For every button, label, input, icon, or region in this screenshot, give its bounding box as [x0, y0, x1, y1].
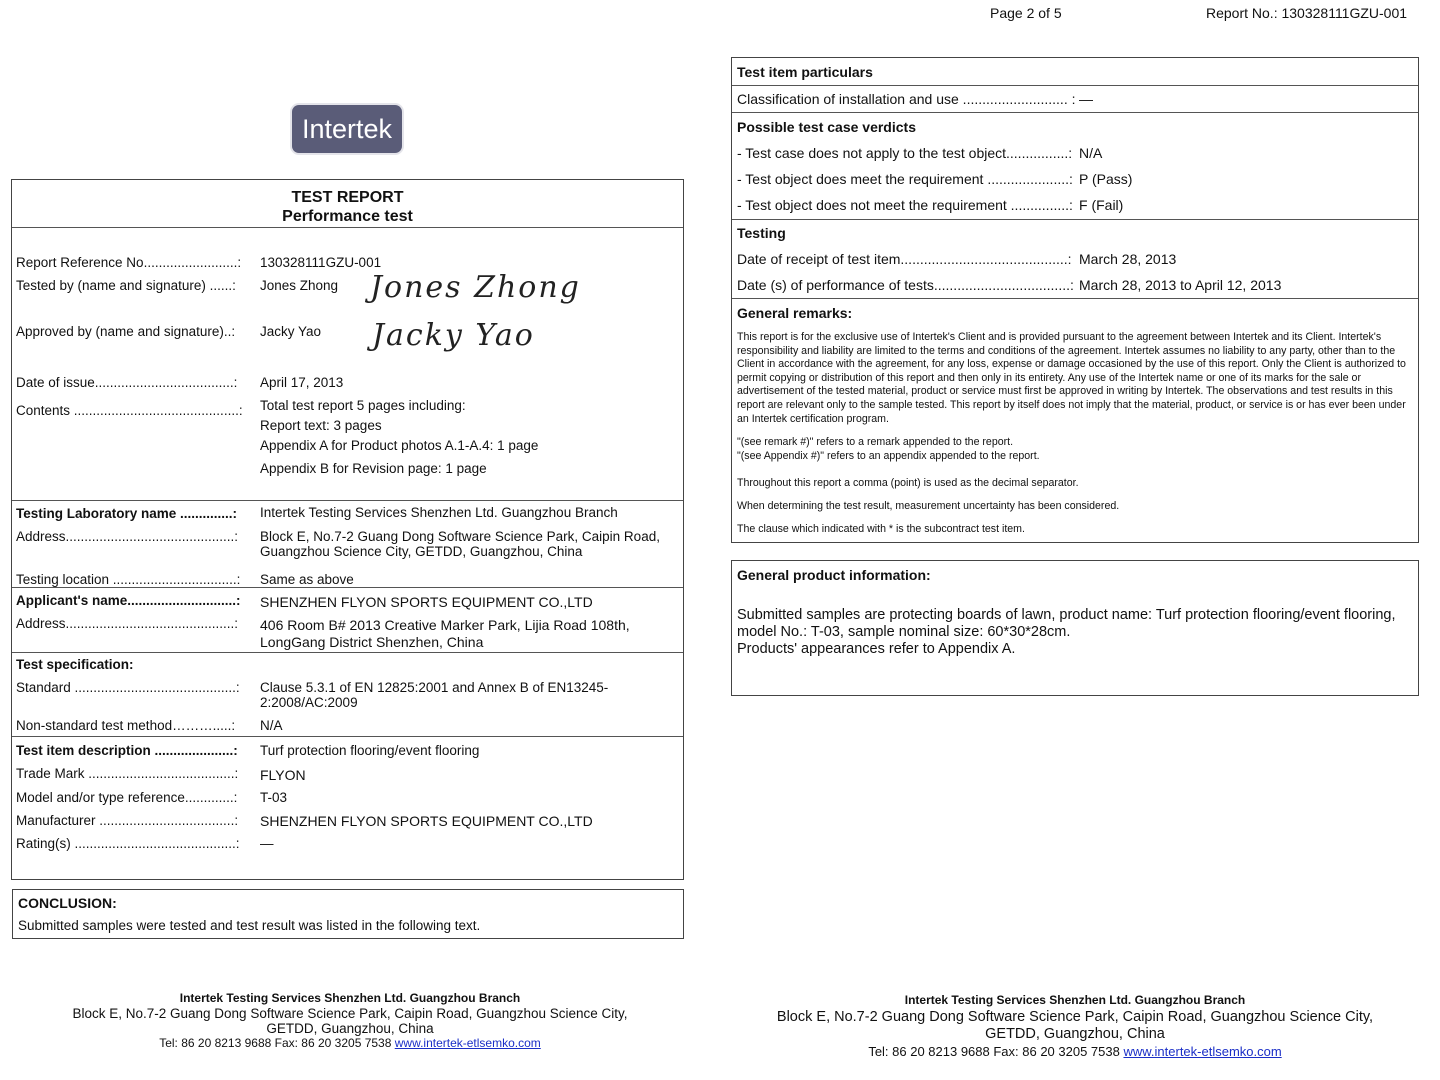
trade-mark-label: Trade Mark .......................................: [16, 766, 239, 781]
testing-location-label: Testing location .................................: [16, 572, 241, 587]
left-footer [40, 991, 660, 1051]
non-standard-value: N/A [260, 718, 283, 733]
footer-address: Block E, No.7-2 Guang Dong Software Science Park, Caipin Road, Guangzhou Science City, [72, 1006, 628, 1021]
classification-value: — [1079, 91, 1093, 107]
divider [12, 587, 683, 588]
footer-address: GETDD, Guangzhou, China [266, 1021, 434, 1036]
contents-line: Report text: 3 pages [260, 418, 382, 433]
verdict-value: F (Fail) [1079, 197, 1124, 213]
lab-address-line: Guangzhou Science City, GETDD, Guangzhou, China [260, 544, 583, 559]
applicant-address-line: LongGang District Shenzhen, China [260, 634, 484, 650]
product-info-box [731, 560, 1419, 696]
remark-subcontract: The clause which indicated with * is the subcontract test item. [737, 523, 1025, 535]
approved-by-label: Approved by (name and signature)..: [16, 324, 236, 339]
approved-by-value: Jacky Yao [260, 324, 322, 339]
ratings-label: Rating(s) ...........................................: [16, 836, 240, 851]
remarks-heading: General remarks: [737, 305, 853, 321]
product-info-text [737, 607, 1408, 658]
remark-see-appendix: "(see Appendix #)" refers to an appendix appended to the report. [737, 450, 1040, 462]
report-reference-value: 130328111GZU-001 [260, 255, 382, 270]
divider [12, 736, 683, 737]
divider [732, 112, 1418, 113]
date-of-issue-label: Date of issue.....................................: [16, 375, 238, 390]
report-title: TEST REPORT [291, 189, 404, 206]
footer-contact: Tel: 86 20 8213 9688 Fax: 86 20 3205 7538 [159, 1036, 395, 1050]
footer-company: Intertek Testing Services Shenzhen Ltd. Guangzhou Branch [179, 991, 521, 1005]
applicant-name-value: SHENZHEN FLYON SPORTS EQUIPMENT CO.,LTD [260, 594, 593, 610]
tested-by-value: Jones Zhong [260, 278, 339, 293]
page-number: Page 2 of 5 [990, 5, 1062, 21]
trade-mark-value: FLYON [260, 767, 306, 783]
remark-decimal: Throughout this report a comma (point) is used as the decimal separator. [737, 477, 1079, 489]
footer-contact: Tel: 86 20 8213 9688 Fax: 86 20 3205 7538 [868, 1044, 1124, 1059]
receipt-date-label: Date of receipt of test item...........................................: [737, 251, 1072, 267]
divider [12, 227, 683, 228]
testing-location-value: Same as above [260, 572, 354, 587]
report-subtitle: Performance test [282, 208, 413, 225]
lab-address-label: Address.............................................: [16, 529, 239, 544]
testing-heading: Testing [737, 225, 786, 241]
footer-address: Block E, No.7-2 Guang Dong Software Science Park, Caipin Road, Guangzhou Science City, [776, 1009, 1374, 1025]
model-value: T-03 [260, 790, 288, 805]
product-info-heading: General product information: [737, 567, 931, 583]
standard-line: 2:2008/AC:2009 [260, 695, 358, 710]
ratings-value: — [260, 836, 274, 851]
standard-line: Clause 5.3.1 of EN 12825:2001 and Annex B of EN13245- [260, 680, 609, 695]
intertek-logo [292, 105, 402, 153]
test-item-particulars-box [731, 57, 1419, 543]
particulars-heading: Test item particulars [737, 64, 873, 80]
verdicts-heading: Possible test case verdicts [737, 119, 916, 135]
report-reference-label: Report Reference No.........................: [16, 255, 242, 270]
product-info-line: Submitted samples are protecting boards of lawn, product name: Turf protection flooring/event flooring, [737, 607, 1396, 623]
performance-dates-value: March 28, 2013 to April 12, 2013 [1079, 277, 1282, 293]
applicant-address-label: Address.............................................: [16, 616, 239, 631]
model-label: Model and/or type reference.............: [16, 790, 238, 805]
applicant-name-label: Applicant's name.............................: [16, 593, 241, 608]
contents-line: Appendix B for Revision page: 1 page [260, 461, 487, 476]
conclusion-text: Submitted samples were tested and test result was listed in the following text. [18, 918, 481, 933]
contents-line: Appendix A for Product photos A.1-A.4: 1 page [260, 438, 539, 453]
classification-label: Classification of installation and use ........................... : [737, 91, 1076, 107]
manufacturer-label: Manufacturer ....................................: [16, 813, 239, 828]
manufacturer-value: SHENZHEN FLYON SPORTS EQUIPMENT CO.,LTD [260, 813, 593, 829]
approver-signature: Jacky Yao [372, 318, 535, 353]
item-description-value: Turf protection flooring/event flooring [260, 743, 480, 758]
right-footer [760, 992, 1390, 1060]
performance-dates-label: Date (s) of performance of tests...................................: [737, 277, 1074, 293]
tester-signature: Jones Zhong [370, 270, 581, 305]
conclusion-box [12, 889, 684, 939]
website-link[interactable]: www.intertek-etlsemko.com [1123, 1044, 1282, 1059]
lab-address-line: Block E, No.7-2 Guang Dong Software Science Park, Caipin Road, [260, 529, 660, 544]
tested-by-label: Tested by (name and signature) ......: [16, 278, 236, 293]
remarks-paragraph: This report is for the exclusive use of Intertek's Client and is provided pursuant to the agreement between Intertek and its Client. Intertek's responsibility and liability are limited to the terms and conditions of the agreement. Intertek assumes no liability to any party, other than to the Client in accordance with the agreement, for any loss, expense or damage occasioned by the use of this report. Only the Client is authorized to permit copying or distribution of this report and then only in its entirety. Any use of the Intertek name or one of its marks for the sale or advertisement of the tested material, product or service must first be approved in writing by Intertek. The observations and test results in this report are relevant only to the sample tested. This report by itself does not imply that the material, product, or service is or has ever been under an Intertek certification program. [737, 331, 1406, 425]
test-report-summary-box [11, 179, 684, 880]
contents-line: Total test report 5 pages including: [260, 398, 466, 413]
verdict-value: N/A [1079, 145, 1103, 161]
product-info-line: Products' appearances refer to Appendix A. [737, 641, 1016, 657]
receipt-date-value: March 28, 2013 [1079, 251, 1177, 267]
standard-label: Standard ...........................................: [16, 680, 240, 695]
divider [732, 85, 1418, 86]
divider [732, 219, 1418, 220]
remark-see-remark: "(see remark #)" refers to a remark appended to the report. [737, 436, 1014, 448]
date-of-issue-value: April 17, 2013 [260, 375, 344, 390]
footer-address: GETDD, Guangzhou, China [985, 1026, 1165, 1042]
verdict-label: - Test object does meet the requirement .....................: [737, 171, 1073, 187]
item-description-label: Test item description .....................: [16, 743, 238, 758]
website-link[interactable]: www.intertek-etlsemko.com [394, 1036, 541, 1050]
contents-label: Contents ............................................: [16, 403, 243, 418]
footer-company: Intertek Testing Services Shenzhen Ltd. Guangzhou Branch [904, 993, 1246, 1007]
divider [732, 298, 1418, 299]
product-info-line: model No.: T-03, sample nominal size: 60*30*28cm. [737, 624, 1071, 640]
lab-name-value: Intertek Testing Services Shenzhen Ltd. Guangzhou Branch [260, 505, 618, 520]
logo-text: Intertek [301, 113, 393, 144]
test-spec-heading: Test specification: [16, 657, 134, 672]
verdict-value: P (Pass) [1079, 171, 1133, 187]
report-number: Report No.: 130328111GZU-001 [1206, 5, 1408, 21]
conclusion-heading: CONCLUSION: [18, 895, 117, 911]
verdict-label: - Test object does not meet the requirement ...............: [737, 197, 1073, 213]
applicant-address-line: 406 Room B# 2013 Creative Marker Park, Lijia Road 108th, [260, 617, 630, 633]
remark-uncertainty: When determining the test result, measurement uncertainty has been considered. [737, 500, 1120, 512]
non-standard-label: Non-standard test method……….....: [16, 718, 236, 733]
lab-name-label: Testing Laboratory name ..............: [16, 506, 238, 521]
verdict-label: - Test case does not apply to the test object................: [737, 145, 1073, 161]
divider [12, 500, 683, 501]
divider [12, 652, 683, 653]
